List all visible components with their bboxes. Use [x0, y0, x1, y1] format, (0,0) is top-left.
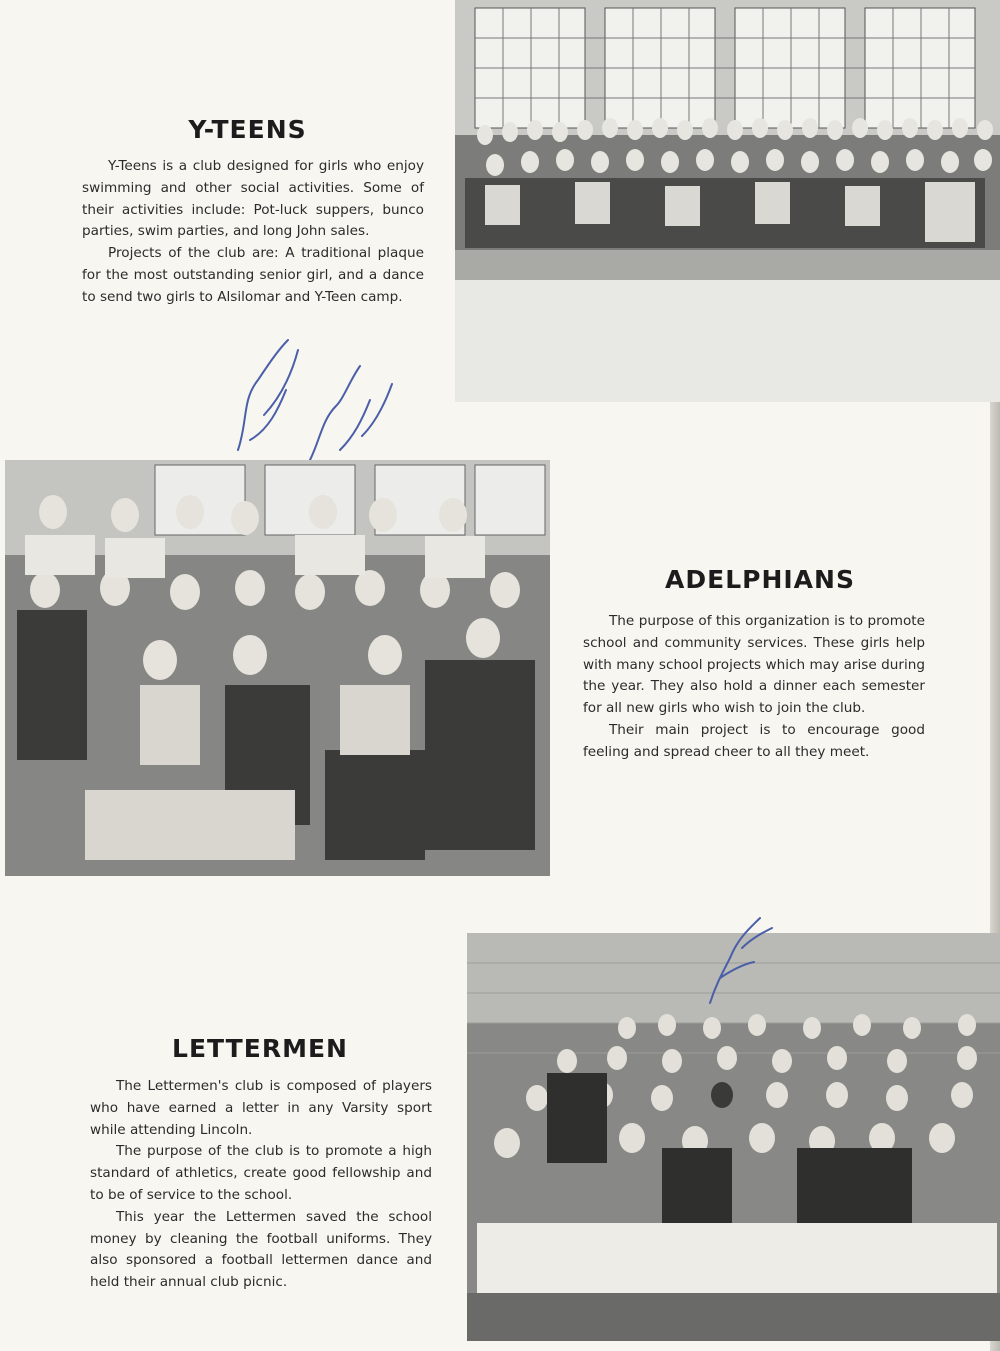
lettermen-description [90, 1076, 432, 1294]
adelphians-paragraph: Their main project is to encourage good feeling and spread cheer to all they meet. [583, 721, 925, 760]
y-teens-description [82, 156, 424, 309]
adelphians-paragraph: The purpose of this organization is to promote school and community services. These girls help with many school projects which may arise during the year. They also hold a dinner each semester for all new girls who wish to join the club. [583, 613, 925, 717]
lettermen-paragraph: This year the Lettermen saved the school money by cleaning the football uniforms. They also sponsored a football lettermen dance and held their annual club picnic. [90, 1208, 432, 1291]
adelphians-title: ADELPHIANS [665, 565, 855, 594]
y-teens-paragraph: Projects of the club are: A traditional plaque for the most outstanding senior girl, and a dance to send two girls to Alsilomar and Y-Teen camp. [82, 245, 424, 305]
adelphians-group-photo [5, 460, 550, 876]
lettermen-title: LETTERMEN [172, 1034, 348, 1063]
y-teens-title: Y-TEENS [188, 115, 307, 144]
adelphians-description [583, 611, 925, 764]
lettermen-paragraph: The purpose of the club is to promote a high standard of athletics, create good fellowship and to be of service to the school. [90, 1143, 432, 1203]
lettermen-paragraph: The Lettermen's club is composed of players who have earned a letter in any Varsity sport while attending Lincoln. [90, 1078, 432, 1138]
handwritten-signature-donna [300, 340, 400, 470]
y-teens-paragraph: Y-Teens is a club designed for girls who enjoy swimming and other social activities. Some of their activities include: Pot-luck suppers, bunco parties, swim parties, and long John sales. [82, 158, 424, 240]
handwritten-signature-ebbe [690, 908, 780, 1013]
y-teens-group-photo [455, 0, 1000, 402]
